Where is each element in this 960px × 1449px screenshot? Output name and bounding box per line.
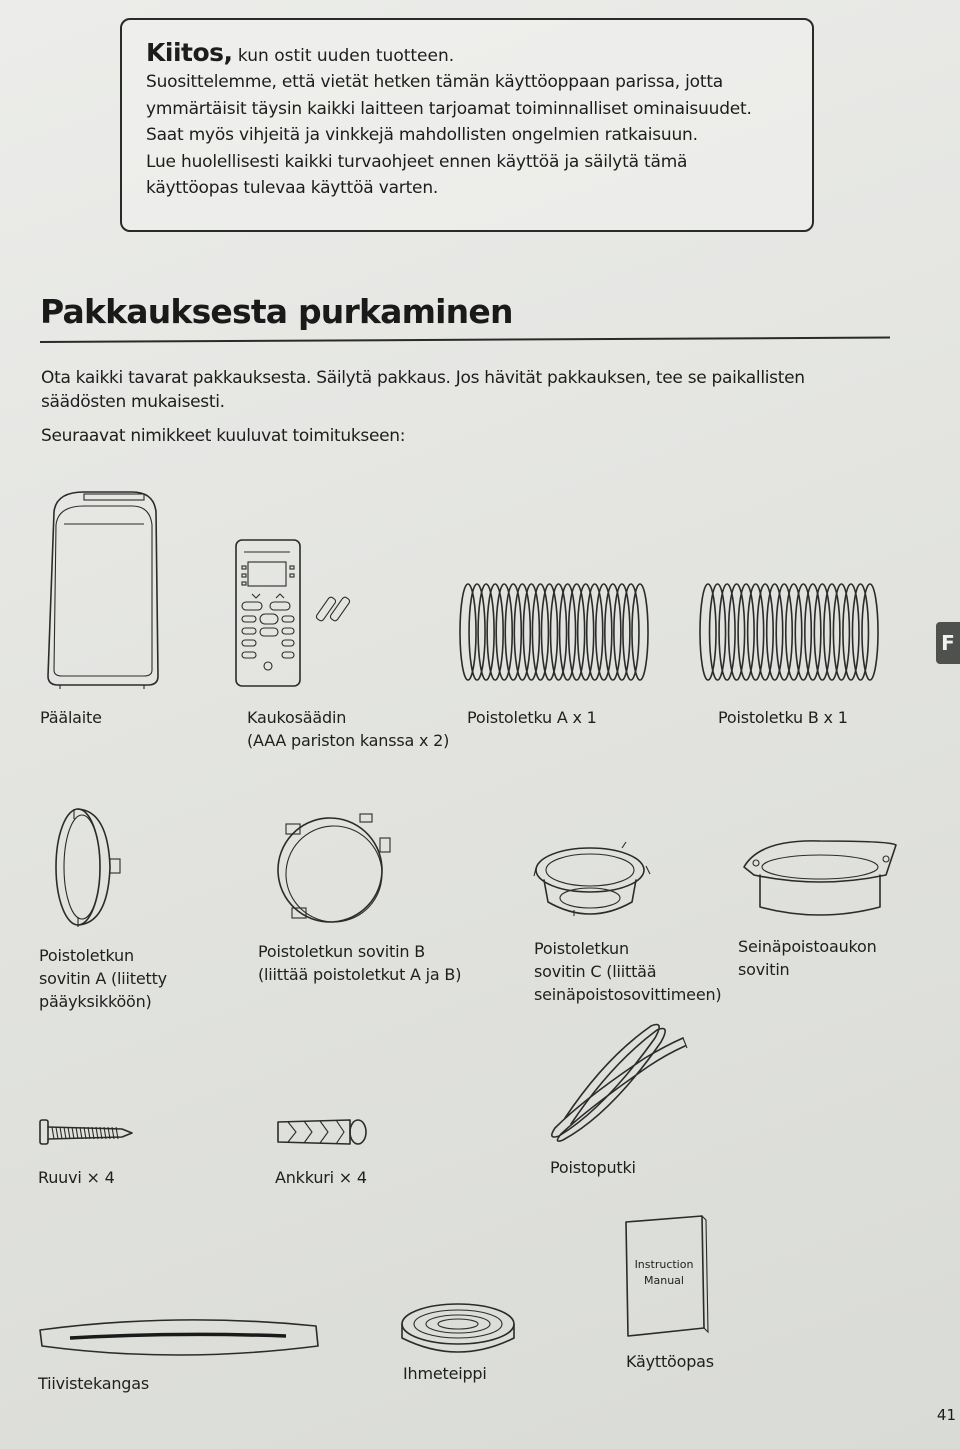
hose-coil xyxy=(757,584,773,680)
unpack-instructions xyxy=(41,366,871,414)
label-line: Tiivistekangas xyxy=(38,1374,149,1393)
hose-coil xyxy=(843,584,859,680)
label-line: Poistoputki xyxy=(550,1158,636,1177)
hose-coil xyxy=(776,584,792,680)
hose-icon xyxy=(458,580,658,684)
drain-pipe-illustration xyxy=(545,1018,690,1143)
intro-title-rest: kun ostit uuden tuotteen. xyxy=(232,46,455,66)
label-line: sovitin A (liitetty xyxy=(39,969,167,988)
hose-coil xyxy=(824,584,840,680)
seal-cloth-illustration xyxy=(36,1316,326,1364)
unpack-line: säädösten mukaisesti. xyxy=(41,392,225,412)
hose-coil xyxy=(496,584,512,680)
label-line: Käyttöopas xyxy=(626,1352,714,1371)
label-line: Kaukosäädin xyxy=(247,708,347,727)
intro-title xyxy=(146,40,790,69)
hose-b-illustration xyxy=(698,580,888,684)
hose-b-label xyxy=(718,706,848,729)
label-line: Päälaite xyxy=(40,708,102,727)
hose-coil xyxy=(605,584,621,680)
hose-coil xyxy=(795,584,811,680)
anchor-illustration xyxy=(274,1114,374,1150)
adapter-c-label xyxy=(534,937,721,1006)
wall-anchor-icon xyxy=(274,1114,374,1150)
label-line: pääyksikköön) xyxy=(39,992,152,1011)
label-line: seinäpoistosovittimeen) xyxy=(534,985,722,1004)
hose-coil xyxy=(852,584,868,680)
hose-a-label xyxy=(467,706,597,729)
hose-coil xyxy=(487,584,503,680)
hose-coil xyxy=(710,584,726,680)
hose-coil xyxy=(469,584,485,680)
hose-coil xyxy=(805,584,821,680)
manual-cover-line: Instruction xyxy=(634,1258,694,1271)
label-line: Poistoletkun xyxy=(534,939,629,958)
unpack-line: Ota kaikki tavarat pakkauksesta. Säilytä pakkaus. Jos hävität pakkauksen, tee se paikallisten xyxy=(41,368,805,388)
label-line: (AAA pariston kanssa x 2) xyxy=(247,731,450,750)
main-unit-label xyxy=(40,706,102,729)
label-line: Poistoletkun sovitin B xyxy=(258,942,425,961)
hose-icon xyxy=(698,580,888,684)
wall-adapter-illustration xyxy=(740,835,900,925)
hose-coil xyxy=(614,584,630,680)
hose-a-illustration xyxy=(458,580,658,684)
drain-pipe-icon xyxy=(545,1018,690,1143)
manual-book-icon xyxy=(622,1214,712,1340)
hose-coil xyxy=(700,584,716,680)
adapter-a-label xyxy=(39,944,167,1013)
hose-coil xyxy=(814,584,830,680)
hose-coil xyxy=(729,584,745,680)
intro-title-bold: Kiitos, xyxy=(146,38,233,67)
hose-coil xyxy=(786,584,802,680)
intro-box xyxy=(120,18,814,232)
manual-label xyxy=(626,1350,714,1373)
hose-coil xyxy=(623,584,639,680)
hose-coil xyxy=(862,584,878,680)
tape-label xyxy=(403,1362,487,1385)
hose-coil xyxy=(767,584,783,680)
hose-coil xyxy=(632,584,648,680)
intro-line: Suosittelemme, että vietät hetken tämän käyttöoppaan parissa, jotta xyxy=(146,72,724,92)
hose-coil xyxy=(551,584,567,680)
remote-illustration xyxy=(234,538,369,690)
label-line: Seinäpoistoaukon xyxy=(738,937,877,956)
included-items-intro: Seuraavat nimikkeet kuuluvat toimitukseen: xyxy=(41,426,406,446)
intro-line: Lue huolellisesti kaikki turvaohjeet ennen käyttöä ja säilytä tämä xyxy=(146,151,688,172)
hose-coil xyxy=(478,584,494,680)
adapter-b-label xyxy=(258,940,461,986)
remote-label xyxy=(247,706,449,752)
air-conditioner-icon xyxy=(44,490,164,690)
anchor-label xyxy=(275,1166,367,1189)
seal-cloth-label xyxy=(38,1372,149,1395)
adapter-b-illustration xyxy=(268,808,398,933)
hose-coil xyxy=(748,584,764,680)
hose-coil xyxy=(541,584,557,680)
label-line: Poistoletku A x 1 xyxy=(467,708,597,727)
hose-coil xyxy=(738,584,754,680)
label-line: (liittää poistoletkut A ja B) xyxy=(258,965,462,984)
wall-adapter-label xyxy=(738,935,877,981)
tape-roll-icon xyxy=(400,1302,520,1362)
remote-control-icon xyxy=(234,538,369,690)
adapter-a-illustration xyxy=(48,805,128,930)
hose-coil xyxy=(532,584,548,680)
language-tab: F xyxy=(936,622,960,664)
ring-adapter-icon xyxy=(48,805,128,930)
screw-icon xyxy=(38,1117,138,1147)
label-line: sovitin xyxy=(738,960,790,979)
screw-illustration xyxy=(38,1117,138,1147)
hose-coil xyxy=(833,584,849,680)
label-line: Poistoletku B x 1 xyxy=(718,708,848,727)
hose-coil xyxy=(505,584,521,680)
hose-coil xyxy=(560,584,576,680)
ring-adapter-icon xyxy=(268,808,398,933)
label-line: Ihmeteippi xyxy=(403,1364,487,1383)
hose-coil xyxy=(719,584,735,680)
intro-line: ymmärtäisit täysin kaikki laitteen tarjoamat toiminnalliset ominaisuudet. xyxy=(146,98,752,119)
main-unit-illustration xyxy=(44,490,164,690)
label-line: Poistoletkun xyxy=(39,946,134,965)
label-line: Ankkuri × 4 xyxy=(275,1168,367,1187)
drain-pipe-label xyxy=(550,1156,636,1179)
manual-illustration xyxy=(622,1214,712,1340)
page-number: 41 xyxy=(936,1406,956,1424)
ring-adapter-icon xyxy=(530,840,655,920)
seal-cloth-icon xyxy=(36,1316,326,1364)
tape-illustration xyxy=(400,1302,520,1362)
manual-cover-line: Manual xyxy=(644,1274,684,1287)
hose-coil xyxy=(523,584,539,680)
hose-coil xyxy=(460,584,476,680)
screw-label xyxy=(38,1166,115,1189)
hose-coil xyxy=(578,584,594,680)
hose-coil xyxy=(596,584,612,680)
section-rule xyxy=(40,337,890,343)
hose-coil xyxy=(569,584,585,680)
label-line: Ruuvi × 4 xyxy=(38,1168,115,1187)
intro-line: käyttöopas tulevaa käyttöä varten. xyxy=(146,178,439,198)
hose-coil xyxy=(587,584,603,680)
hose-coil xyxy=(514,584,530,680)
label-line: sovitin C (liittää xyxy=(534,962,657,981)
adapter-c-illustration xyxy=(530,840,655,920)
intro-line: Saat myös vihjeitä ja vinkkejä mahdollisten ongelmien ratkaisuun. xyxy=(146,125,698,145)
section-title: Pakkauksesta purkaminen xyxy=(40,292,513,331)
wall-flange-icon xyxy=(740,835,900,925)
